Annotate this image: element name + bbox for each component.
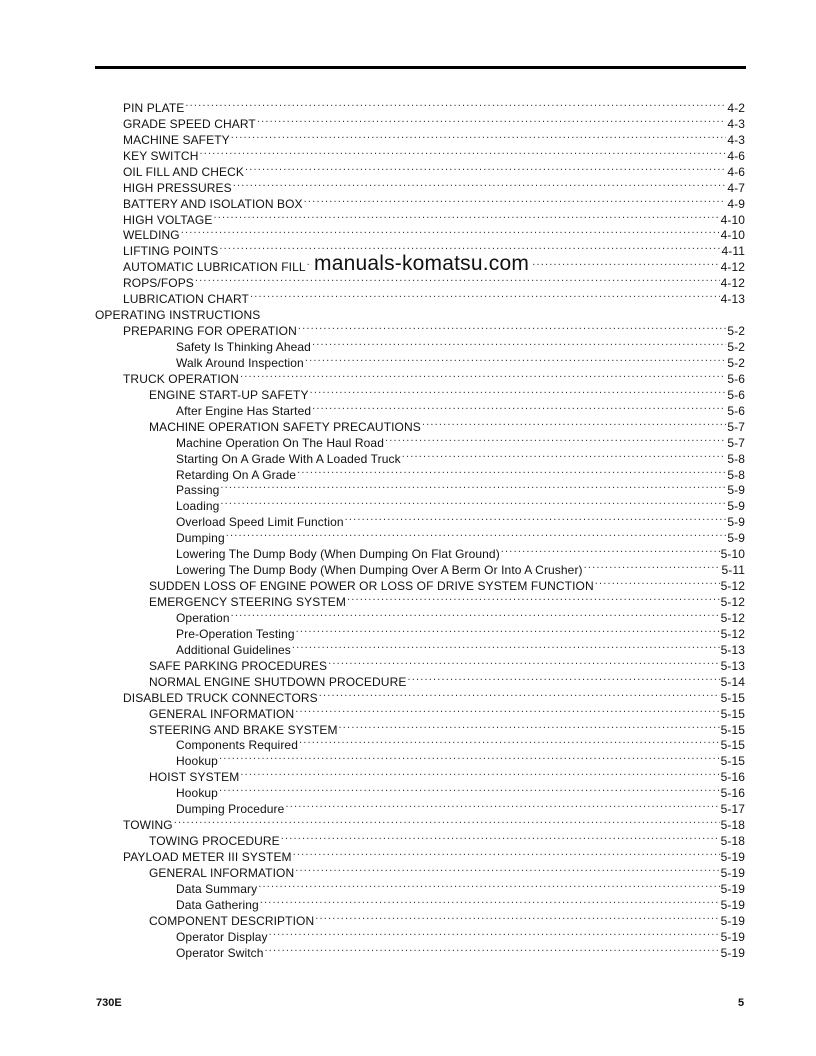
- toc-entry-page: 5-12: [720, 579, 745, 594]
- dot-leader: [402, 447, 727, 463]
- dot-leader: [219, 749, 720, 765]
- dot-leader: [295, 861, 719, 877]
- dot-leader: [260, 893, 720, 909]
- toc-entry-title: Starting On A Grade With A Loaded Truck: [176, 451, 401, 466]
- toc-entry-page: 5-2: [727, 355, 745, 370]
- dot-leader: [240, 765, 719, 781]
- dot-leader: [220, 494, 726, 510]
- toc-entry-title: LIFTING POINTS: [123, 244, 219, 259]
- toc-entry-page: 5-11: [721, 563, 745, 578]
- toc-entry-title: Operator Display: [176, 929, 268, 944]
- toc-entry-page: 5-16: [720, 770, 745, 785]
- toc-entry-title: Dumping: [176, 531, 225, 546]
- toc-entry-page: 5-6: [727, 387, 745, 402]
- header-rule: [95, 66, 746, 69]
- toc-entry-title: TRUCK OPERATION: [123, 371, 239, 386]
- dot-leader: [312, 335, 726, 351]
- dot-leader: [298, 319, 726, 335]
- toc-entry-page: 5-2: [727, 340, 745, 354]
- footer-page-number: 5: [738, 997, 745, 1009]
- toc-entry-title: Lowering The Dump Body (When Dumping Over A Berm Or Into A Crusher): [176, 563, 583, 578]
- toc-entry-title: HIGH PRESSURES: [123, 180, 232, 195]
- dot-leader: [199, 144, 726, 160]
- toc-entry-title: Data Gathering: [176, 897, 259, 912]
- toc-entry-title: Components Required: [176, 738, 298, 753]
- toc-entry-page: 5-12: [720, 626, 745, 641]
- toc-entry-title: COMPONENT DESCRIPTION: [149, 913, 315, 928]
- dot-leader: [231, 128, 727, 144]
- toc-entry-page: 5-15: [720, 706, 745, 721]
- toc-entry-page: 5-9: [727, 499, 745, 514]
- dot-leader: [240, 367, 726, 383]
- toc-entry-page: 4-6: [727, 164, 745, 179]
- toc-entry-title: After Engine Has Started: [176, 403, 312, 418]
- toc-entry-title: PAYLOAD METER III SYSTEM: [123, 850, 292, 864]
- dot-leader: [328, 654, 719, 670]
- toc-entry-page: 5-19: [720, 929, 745, 944]
- toc-entry-title: Data Summary: [176, 881, 258, 896]
- toc-entry-page: 5-9: [727, 515, 745, 530]
- dot-leader: [407, 670, 719, 686]
- toc-entry-title: SUDDEN LOSS OF ENGINE POWER OR LOSS OF DRIVE SYSTEM FUNCTION: [149, 579, 594, 594]
- watermark: manuals-komatsu.com: [314, 252, 530, 275]
- dot-leader: [219, 781, 720, 797]
- dot-leader: [281, 829, 720, 845]
- toc-entry-title: KEY SWITCH: [123, 148, 199, 163]
- toc-entry-page: 4-9: [727, 196, 745, 211]
- toc-entry-title: Lowering The Dump Body (When Dumping On Flat Ground): [176, 547, 500, 562]
- toc-entry-page: 5-19: [720, 865, 745, 880]
- toc-entry-page: 5-12: [720, 595, 745, 609]
- toc-entry-page: 5-19: [720, 945, 745, 960]
- toc-entry-page: 5-7: [727, 435, 745, 450]
- toc-entry-page: 5-16: [720, 786, 745, 801]
- dot-leader: [345, 510, 727, 526]
- toc-entry-title: OPERATING INSTRUCTIONS: [95, 308, 261, 323]
- toc-entry-page: 4-11: [721, 244, 745, 259]
- dot-leader: [265, 941, 720, 957]
- dot-leader: [319, 686, 720, 702]
- dot-leader: [258, 877, 719, 893]
- footer-model: 730E: [96, 997, 122, 1009]
- toc-entry-title: TOWING PROCEDURE: [149, 834, 280, 849]
- toc-entry-title: ROPS/FOPS: [123, 276, 194, 291]
- toc-entry-title: TOWING: [123, 818, 173, 833]
- dot-leader: [257, 112, 727, 128]
- toc-entry-title: GENERAL INFORMATION: [149, 865, 295, 880]
- dot-leader: [304, 192, 727, 208]
- toc-entry-page: 5-9: [727, 483, 745, 498]
- toc-entry-title: Hookup: [176, 754, 218, 769]
- toc-entry-page: 5-6: [727, 371, 745, 386]
- toc-entry-page: 5-19: [720, 897, 745, 912]
- toc-entry-title: Operation: [176, 610, 230, 625]
- dot-leader: [347, 590, 720, 606]
- toc-entry-title: SAFE PARKING PROCEDURES: [149, 658, 328, 673]
- toc-entry-page: 5-19: [720, 881, 745, 896]
- toc-entry-page: 5-8: [727, 451, 745, 466]
- toc-entry-title: GRADE SPEED CHART: [123, 116, 256, 131]
- toc-entry-title: Additional Guidelines: [176, 642, 291, 657]
- toc-entry-title: EMERGENCY STEERING SYSTEM: [149, 595, 346, 609]
- dot-leader: [285, 797, 719, 813]
- toc-entry[interactable]: [95, 224, 745, 243]
- dot-leader: [269, 925, 720, 941]
- toc-entry-title: Machine Operation On The Haul Road: [176, 435, 384, 450]
- toc-entry-title: GENERAL INFORMATION: [149, 706, 295, 721]
- toc-entry-title: ENGINE START-UP SAFETY: [149, 387, 309, 402]
- toc-entry-title: STEERING AND BRAKE SYSTEM: [149, 722, 338, 737]
- dot-leader: [213, 208, 719, 224]
- toc-entry-title: MACHINE SAFETY: [123, 132, 230, 147]
- dot-leader: [584, 558, 721, 574]
- toc-entry-page: 4-12: [720, 276, 745, 291]
- toc-entry[interactable]: [95, 813, 745, 833]
- toc-entry-title: Safety Is Thinking Ahead: [176, 340, 311, 354]
- toc-entry-title: LUBRICATION CHART: [123, 292, 249, 307]
- toc-entry-title: Loading: [176, 499, 220, 514]
- dot-leader: [297, 463, 726, 479]
- dot-leader: [299, 734, 720, 750]
- dot-leader: [296, 622, 720, 638]
- toc-entry-page: 5-14: [720, 674, 745, 689]
- dot-leader: [501, 542, 720, 558]
- dot-leader: [231, 606, 720, 622]
- dot-leader: [312, 399, 726, 415]
- dot-leader: [250, 287, 720, 303]
- dot-leader: [185, 96, 726, 112]
- dot-leader: [305, 351, 727, 367]
- dot-leader: [595, 574, 720, 590]
- toc-entry-page: 5-13: [720, 642, 745, 657]
- toc-entry-page: 4-10: [720, 212, 745, 227]
- toc-entry-title: MACHINE OPERATION SAFETY PRECAUTIONS: [149, 419, 421, 434]
- dot-leader: [220, 479, 726, 495]
- toc-entry-page: 5-2: [727, 324, 745, 339]
- dot-leader: [310, 383, 727, 399]
- toc-entry-title: AUTOMATIC LUBRICATION FILL: [123, 260, 306, 275]
- toc-entry-page: 4-13: [720, 292, 745, 307]
- toc-entry-page: 5-18: [720, 834, 745, 849]
- dot-leader: [226, 526, 727, 542]
- toc-entry-page: 5-8: [727, 467, 745, 482]
- toc-entry-page: 5-15: [720, 754, 745, 769]
- toc-entry-page: 5-17: [720, 802, 745, 817]
- toc-entry-title: Passing: [176, 483, 220, 498]
- toc-entry-title: BATTERY AND ISOLATION BOX: [123, 196, 303, 211]
- dot-leader: [339, 718, 720, 734]
- toc-entry-page: 5-19: [720, 913, 745, 928]
- toc-entry-page: 4-10: [720, 228, 745, 243]
- dot-leader: [295, 702, 719, 718]
- toc-entry-page: 5-10: [720, 547, 745, 562]
- dot-leader: [385, 431, 726, 447]
- toc-entry-page: 5-12: [720, 610, 745, 625]
- toc-entry-page: 4-3: [727, 116, 745, 131]
- toc-entry-title: Walk Around Inspection: [176, 355, 304, 370]
- dot-leader: [315, 909, 719, 925]
- dot-leader: [181, 224, 720, 240]
- toc-entry-page: 4-2: [727, 100, 745, 115]
- toc-entry-page: 5-15: [720, 722, 745, 737]
- toc-entry-page: 5-6: [727, 403, 745, 418]
- dot-leader: [174, 813, 720, 829]
- toc-entry-title: NORMAL ENGINE SHUTDOWN PROCEDURE: [149, 674, 407, 689]
- toc-entry-page: 5-18: [720, 818, 745, 833]
- dot-leader: [292, 638, 720, 654]
- toc-entry-page: 5-13: [720, 658, 745, 673]
- toc-entry-page: 5-15: [720, 738, 745, 753]
- toc-entry[interactable]: [95, 112, 745, 131]
- toc-entry-title: Overload Speed Limit Function: [176, 515, 344, 530]
- toc-entry-title: HIGH VOLTAGE: [123, 212, 213, 227]
- toc-entry-title: Retarding On A Grade: [176, 467, 297, 482]
- toc-entry-page: 5-9: [727, 531, 745, 546]
- toc-entry-title: Hookup: [176, 786, 218, 801]
- toc-entry-title: DISABLED TRUCK CONNECTORS: [123, 690, 318, 705]
- toc-entry-page: 5-15: [720, 690, 745, 705]
- toc-entry-title: Operator Switch: [176, 945, 264, 960]
- dot-leader: [422, 415, 726, 431]
- toc-entry-title: WELDING: [123, 228, 180, 243]
- toc-entry-title: PREPARING FOR OPERATION: [123, 324, 297, 339]
- toc-entry-page: 4-6: [727, 148, 745, 163]
- dot-leader: [293, 845, 720, 861]
- toc-entry-title: PIN PLATE: [123, 100, 185, 115]
- toc-entry-title: HOIST SYSTEM: [149, 770, 240, 785]
- dot-leader: [233, 176, 727, 192]
- toc-entry-title: OIL FILL AND CHECK: [123, 164, 244, 179]
- toc-entry-page: 4-12: [720, 260, 745, 275]
- toc-entry-title: Pre-Operation Testing: [176, 626, 295, 641]
- toc-entry[interactable]: [95, 829, 745, 849]
- table-of-contents: [95, 96, 745, 960]
- toc-entry-title: Dumping Procedure: [176, 802, 285, 817]
- dot-leader: [245, 160, 726, 176]
- toc-entry-page: 4-7: [727, 180, 745, 195]
- toc-entry-page: 5-19: [720, 850, 745, 864]
- toc-entry-page: 5-7: [727, 419, 745, 434]
- toc-entry-page: 4-3: [727, 132, 745, 147]
- toc-entry[interactable]: [95, 96, 745, 115]
